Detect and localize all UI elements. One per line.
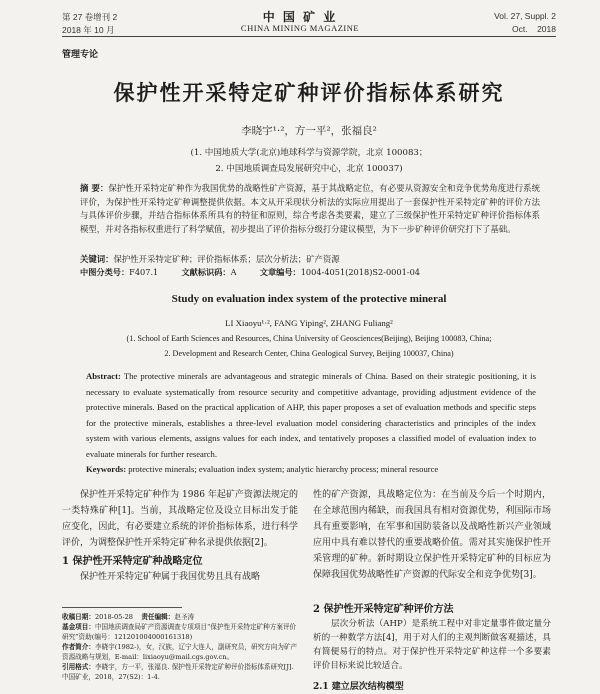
intro-paragraph: 保护性开采特定矿种作为 1986 年起矿产资源法规定的一类特殊矿种[1]。当前，其战略定位及设立目标出发于能应变化，因此，有必要建立系统的评价指标体系，进行科学评价，为调整保护性开采特定矿种名录提供依据[2]。 bbox=[62, 490, 298, 548]
abstract-cn bbox=[80, 182, 540, 236]
strategic-positioning-text: 性的矿产资源，具战略定位为：在当前及今后一个时期内，在全球范围内稀缺，而我国具有相对资源优势，利国际市场具有重要影响，在军事和国防装备以及战略性新兴产业领域应用中具有难以替代的重要战略价值。需对其实施保护性开采管理的矿种。新时期设立保护性开采特定矿种的目标应为保障我国优势战略性矿产资源的代际安全和竞争优势[3]。 bbox=[313, 490, 551, 580]
section-2-heading: 2 保护性开采特定矿种评价方法 bbox=[313, 604, 454, 615]
footnote bbox=[62, 612, 300, 682]
keywords-cn-label: 关键词： bbox=[80, 254, 114, 264]
footnote-rule bbox=[62, 607, 182, 608]
volume-issue-en: Vol. 27, Suppl. 2 bbox=[494, 11, 556, 21]
affiliation-cn-2: 2. 中国地质调查局发展研究中心，北京 100037) bbox=[215, 164, 403, 174]
doc-code-label: 文献标识码： bbox=[181, 267, 231, 277]
journal-name-cn: 中 国 矿 业 bbox=[262, 10, 338, 24]
authors-en: LI Xiaoyu¹·², FANG Yiping², ZHANG Fuliang² bbox=[225, 318, 393, 328]
abstract-en-text: The protective minerals are advantageous and strategic minerals of China. Based on their strategic positioning, it is necessary to evaluate systematically from resource security and competitive advantage, providing adjustment evidence of the protective minerals. Based on the practical application of AHP, this paper proposes a set of evaluation methods and specific steps for the protective minerals, establishes a three-level evaluation model considering characteristics and principles of the index system with various elements, assigns values for each index, and tentatively proposes a classified model of evaluation index to evaluate minerals for further research. bbox=[86, 371, 536, 459]
header-rule bbox=[62, 36, 556, 37]
volume-issue: 第 27 卷增刊 2 bbox=[62, 12, 118, 22]
doc-code-value: A bbox=[230, 267, 237, 277]
journal-name-en: CHINA MINING MAGAZINE bbox=[240, 23, 360, 33]
paper-title-en: Study on evaluation index system of the protective mineral bbox=[171, 293, 447, 305]
article-id-label: 文章编号： bbox=[259, 267, 301, 277]
affiliation-en-1: (1. School of Earth Sciences and Resources, China University of Geosciences(Beijing), Beijing 100083, China; bbox=[126, 334, 492, 343]
keywords-en-text: protective minerals; evaluation index system; analytic hierarchy process; mineral resource bbox=[128, 464, 439, 474]
ahp-paragraph: 层次分析法（AHP）是系统工程中对非定量事件做定量分析的一种数学方法[4]，用于对人们的主观判断做客观描述，具有简便易行的特点。对于保护性开采特定矿种这样一个多要素评价目标来说比较适合。 bbox=[313, 619, 551, 671]
keywords-cn-text: 保护性开采特定矿种；评价指标体系；层次分析法；矿产资源 bbox=[113, 254, 340, 264]
section-1-heading: 1 保护性开采特定矿种战略定位 bbox=[62, 556, 203, 567]
issue-date: 2018 年 10 月 bbox=[62, 25, 115, 35]
affiliation-en-2: 2. Development and Research Center, China Geological Survey, Beijing 100037, China) bbox=[164, 349, 454, 358]
affiliation-cn-1: (1. 中国地质大学(北京)地球科学与资源学院，北京 100083； bbox=[190, 148, 428, 158]
keywords-en-label: Keywords: bbox=[86, 464, 127, 474]
footnote-fund: 基金项目：中国地质调查局矿产资源调查专项项目“保护性开采特定矿种方案评价研究”资助(编号：121201004000161318) bbox=[62, 623, 297, 641]
abstract-cn-label: 摘 要： bbox=[80, 183, 109, 193]
section-2-1-heading: 2.1 建立层次结构模型 bbox=[313, 682, 404, 692]
abstract-en-label: Abstract: bbox=[86, 371, 121, 381]
footnote-received: 收稿日期：2018-05-28 责任编辑：赵圣涛 bbox=[62, 613, 195, 621]
article-meta-cn bbox=[80, 267, 550, 278]
footnote-cite: 引用格式：李晓宇，方一平，张福良. 保护性开采特定矿种评价指标体系研究[J]. 中国矿业，2018，27(S2)：1-4. bbox=[62, 663, 294, 681]
column-tag: 管理专论 bbox=[62, 50, 99, 60]
keywords-en bbox=[86, 462, 536, 478]
issue-date-en: Oct. 2018 bbox=[512, 24, 556, 34]
article-id-value: 1004-4051(2018)S2-0001-04 bbox=[300, 267, 420, 277]
authors-cn: 李晓宇¹·²，方一平²，张福良² bbox=[241, 125, 377, 137]
footnote-author: 作者简介：李晓宇(1982-)，女，汉族，辽宁大连人，副研究员，研究方向为矿产资源战略与规划，E-mail：lixiaoyu@mail.cgs.gov.cn。 bbox=[62, 643, 298, 661]
paper-title-cn: 保护性开采特定矿种评价指标体系研究 bbox=[113, 80, 505, 105]
keywords-cn bbox=[80, 253, 540, 266]
clc-label: 中图分类号： bbox=[80, 267, 130, 277]
section-1-text: 保护性开采特定矿种属于我国优势且具有战略 bbox=[80, 572, 261, 582]
abstract-en bbox=[86, 369, 536, 462]
abstract-cn-text: 保护性开采特定矿种作为我国优势的战略性矿产资源，基于其战略定位，有必要从资源安全和竞争优势角度进行系统评价，为保护性开采特定矿种调整提供依据。本文从开采现状分析法的实际应用提出了一套保护性开采特定矿种的评价方法与具体评价步骤，并结合指标体系所具有的特征和原则，综合考虑各类要素，建立了三级保护性开采特定矿种评价指标体系模型，并对各指标权重进行了科学赋值，初步提出了评价指标分级打分建议模型，为下一步矿种评价研究打下了基础。 bbox=[80, 183, 540, 234]
clc-value: F407.1 bbox=[129, 267, 159, 277]
